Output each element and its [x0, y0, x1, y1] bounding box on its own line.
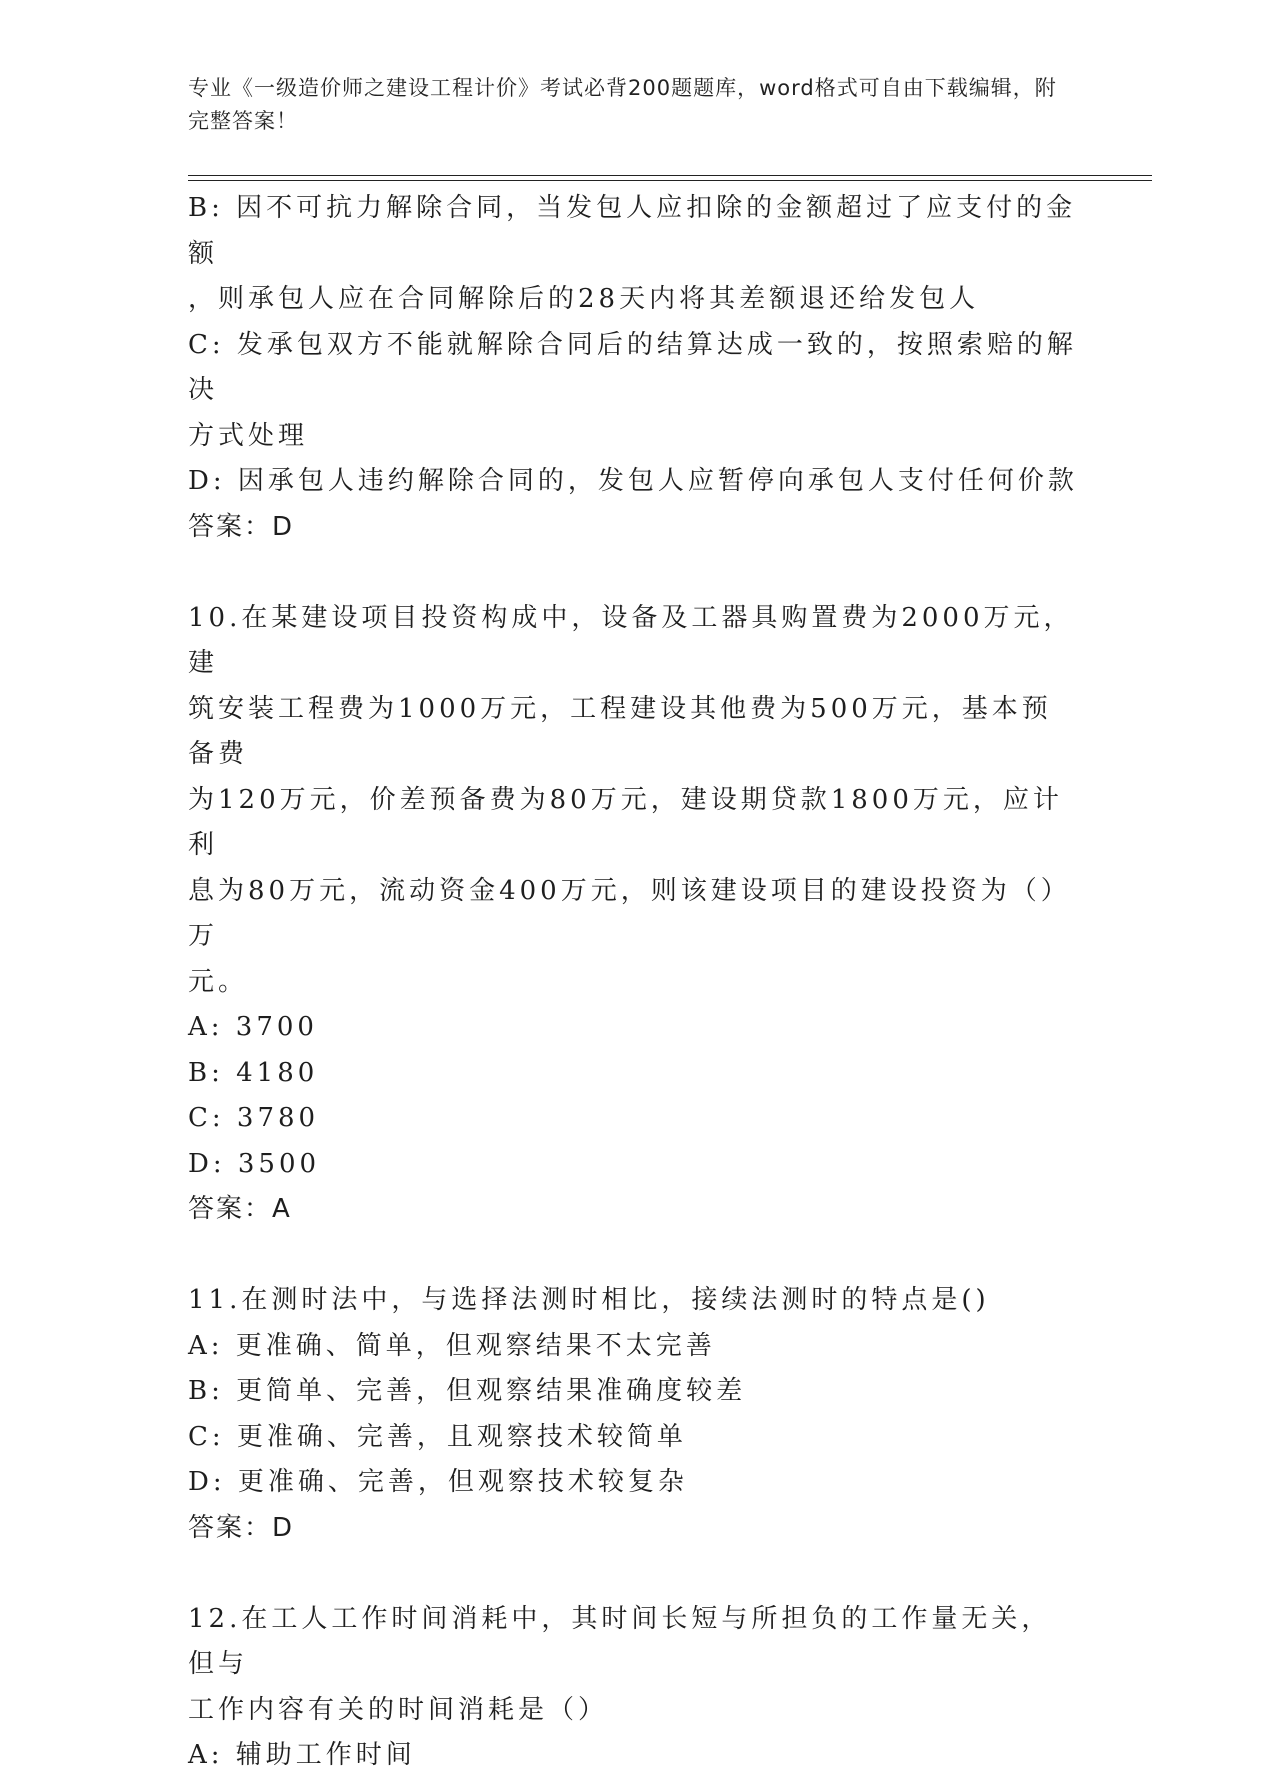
q9-option-c-line2: 方式处理 [188, 420, 309, 451]
q10-stem-line4: 息为80万元，流动资金400万元，则该建设项目的建设投资为（）万 [188, 875, 1071, 951]
q9-option-c-line1: C: 发承包双方不能就解除合同后的结算达成一致的，按照索赔的解决 [188, 329, 1077, 405]
header-divider-top [188, 175, 1152, 176]
q11-option-d: D: 更准确、完善，但观察技术较复杂 [188, 1467, 688, 1497]
q11-answer: 答案：D [188, 1512, 295, 1543]
question-12 [188, 1597, 1078, 1779]
q10-option-d: D: 3500 [188, 1148, 321, 1179]
q11-stem: 11.在测时法中，与选择法测时相比，接续法测时的特点是() [188, 1285, 990, 1315]
q10-option-b: B: 4180 [188, 1057, 319, 1088]
spacer [188, 1233, 1078, 1279]
question-content [188, 186, 1078, 1779]
q10-stem-line3: 为120万元，价差预备费为80万元，建设期贷款1800万元，应计利 [188, 784, 1063, 860]
q9-option-d: D: 因承包人违约解除合同的，发包人应暂停向承包人支付任何价款 [188, 466, 1078, 496]
q12-stem-line1: 12.在工人工作时间消耗中，其时间长短与所担负的工作量无关，但与 [188, 1603, 1052, 1679]
question-11 [188, 1278, 1078, 1551]
document-header: 专业《一级造价师之建设工程计价》考试必背200题题库，word格式可自由下载编辑，附完整答案！ [188, 76, 1057, 133]
spacer [188, 550, 1078, 596]
spacer [188, 1551, 1078, 1597]
question-9-tail [188, 186, 1078, 550]
q9-answer: 答案：D [188, 511, 295, 542]
q10-option-a: A: 3700 [188, 1012, 318, 1042]
q10-stem-line2: 筑安装工程费为1000万元，工程建设其他费为500万元，基本预备费 [188, 693, 1052, 769]
q10-stem-line1: 10.在某建设项目投资构成中，设备及工器具购置费为2000万元，建 [188, 602, 1074, 678]
q10-option-c: C: 3780 [188, 1103, 320, 1133]
header-divider-bottom [188, 180, 1152, 181]
q11-option-c: C: 更准确、完善，且观察技术较简单 [188, 1421, 687, 1452]
q11-option-a: A: 更准确、简单，但观察结果不太完善 [188, 1330, 716, 1361]
q12-option-a: A: 辅助工作时间 [188, 1740, 416, 1770]
q9-option-b-line1: B: 因不可抗力解除合同，当发包人应扣除的金额超过了应支付的金额 [188, 193, 1077, 269]
q10-answer: 答案：A [188, 1194, 292, 1224]
question-10 [188, 596, 1078, 1233]
q10-stem-line5: 元。 [188, 966, 249, 997]
q11-option-b: B: 更简单、完善，但观察结果准确度较差 [188, 1376, 747, 1406]
q12-stem-line2: 工作内容有关的时间消耗是（） [188, 1694, 609, 1725]
q9-option-b-line2: ，则承包人应在合同解除后的28天内将其差额退还给发包人 [188, 284, 980, 314]
